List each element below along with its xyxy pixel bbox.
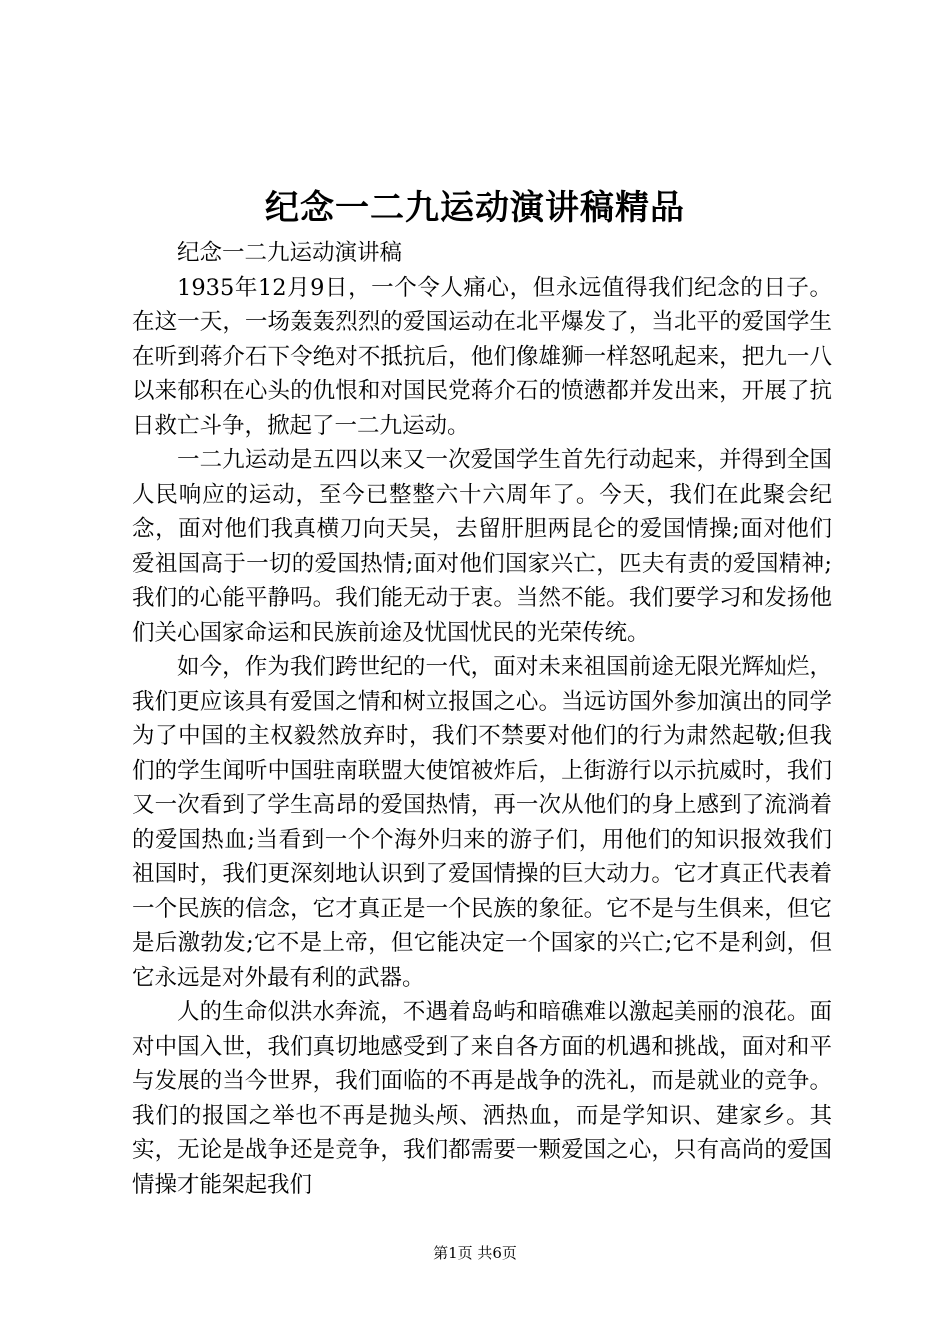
paragraph: 人的生命似洪水奔流，不遇着岛屿和暗礁难以激起美丽的浪花。面对中国入世，我们真切地感受到了来自各方面的机遇和挑战，面对和平与发展的当今世界，我们面临的不再是战争的洗礼，而是就业的竞争。我们的报国之举也不再是抛头颅、洒热血，而是学知识、建家乡。其实，无论是战争还是竞争，我们都需要一颗爱国之心，只有高尚的爱国情操才能架起我们 xyxy=(132,999,832,1198)
paragraph: 一二九运动是五四以来又一次爱国学生首先行动起来，并得到全国人民响应的运动，至今已整整六十六周年了。今天，我们在此聚会纪念，面对他们我真横刀向天吴，去留肝胆两昆仑的爱国情操;面对他们爱祖国高于一切的爱国热情;面对他们国家兴亡，匹夫有责的爱国精神;我们的心能平静吗。我们能无动于衷。当然不能。我们要学习和发扬他们关心国家命运和民族前途及忧国忧民的光荣传统。 xyxy=(132,447,832,646)
paragraph: 1935年12月9日，一个令人痛心，但永远值得我们纪念的日子。在这一天，一场轰轰烈烈的爱国运动在北平爆发了，当北平的爱国学生在听到蒋介石下令绝对不抵抗后，他们像雄狮一样怒吼起来，把九一八以来郁积在心头的仇恨和对国民党蒋介石的愤懑都并发出来，开展了抗日救亡斗争，掀起了一二九运动。 xyxy=(132,274,832,439)
document-body xyxy=(132,236,832,1202)
paragraph: 如今，作为我们跨世纪的一代，面对未来祖国前途无限光辉灿烂，我们更应该具有爱国之情和树立报国之心。当远访国外参加演出的同学为了中国的主权毅然放弃时，我们不禁要对他们的行为肃然起敬;但我们的学生闻听中国驻南联盟大使馆被炸后，上街游行以示抗威时，我们又一次看到了学生高昂的爱国热情，再一次从他们的身上感到了流淌着的爱国热血;当看到一个个海外归来的游子们，用他们的知识报效我们祖国时，我们更深刻地认识到了爱国情操的巨大动力。它才真正代表着一个民族的信念，它才真正是一个民族的象征。它不是与生俱来，但它是后激勃发;它不是上帝，但它能决定一个国家的兴亡;它不是利剑，但它永远是对外最有利的武器。 xyxy=(132,654,832,991)
page-footer: 第1页 共6页 xyxy=(433,1244,517,1262)
document-title: 纪念一二九运动演讲稿精品 xyxy=(265,188,685,228)
paragraph-subtitle: 纪念一二九运动演讲稿 xyxy=(177,240,403,266)
